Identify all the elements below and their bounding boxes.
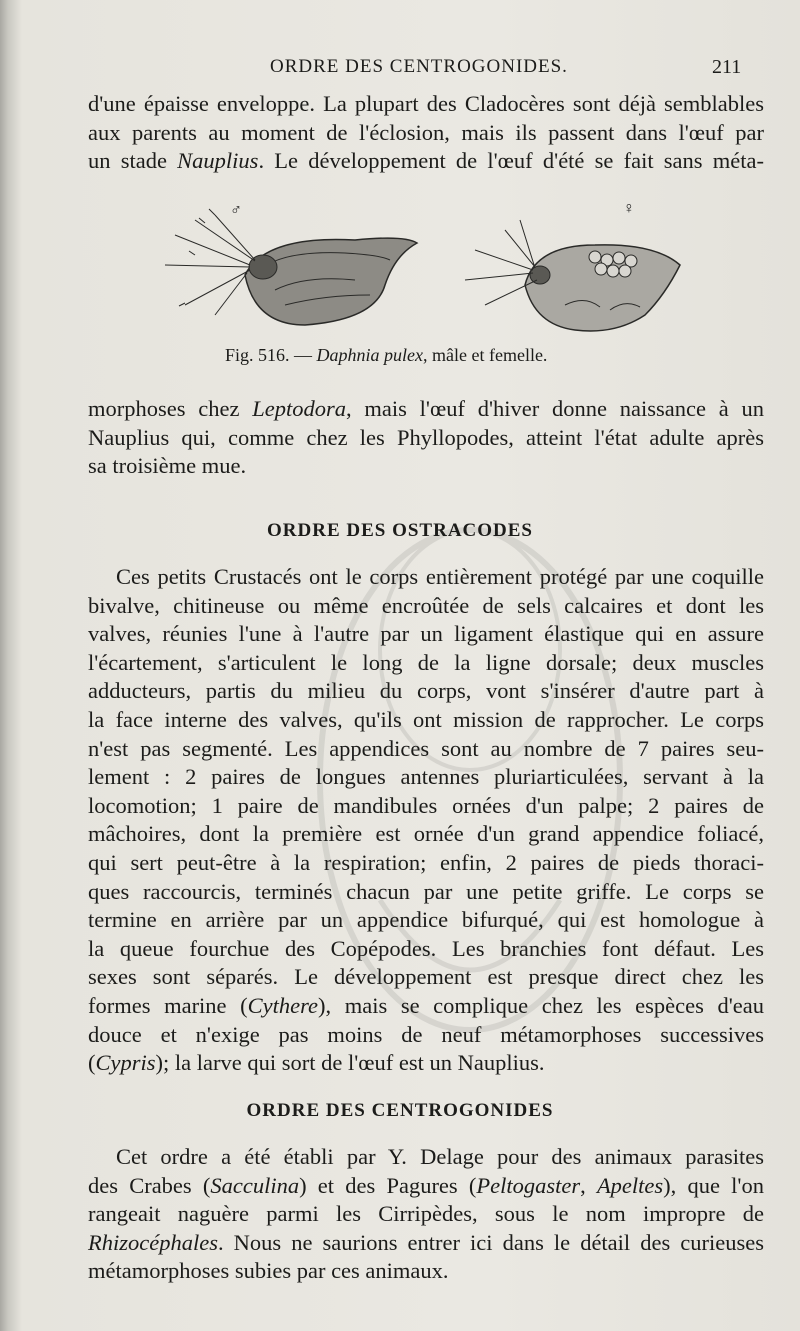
paragraph-leptodora [88,395,764,481]
caption-suffix: , mâle et femelle. [423,345,548,365]
daphnia-illustration [155,195,695,345]
italic-term: Cypris [95,1050,156,1076]
text-line: sa troisième mue. [88,453,247,479]
text-line: l'écartement, s'articulent le long de la ligne dorsale; deux muscles [88,649,764,675]
figure-caption [225,345,547,366]
text-line: métamorphoses subies par ces animaux. [88,1258,449,1284]
text-line: morphoses chez Leptodora, mais l'œuf d'hiver donne naissance à un [88,396,764,421]
text-line: un stade Nauplius. Le développement de l'œuf d'été se fait sans méta- [88,148,764,174]
text-line: Cet ordre a été établi par Y. Delage pour des animaux parasites [116,1144,764,1169]
section-heading-centrogonides: ORDRE DES CENTROGONIDES [246,1100,554,1121]
text-line: Rhizocéphales. Nous ne saurions entrer ici dans le détail des curieuses [88,1229,764,1255]
text-line: qui sert peut-être à la respiration; enfin, 2 paires de pieds thoraci- [88,849,764,875]
figure-daphnia [155,195,695,345]
italic-term: Nauplius [177,148,259,174]
text-line: lement : 2 paires de longues antennes pluriarticulées, servant à la [88,764,764,790]
text-line: n'est pas segmenté. Les appendices sont au nombre de 7 paires seu- [88,735,764,761]
text-line: douce et n'exige pas moins de neuf métamorphoses successives [88,1021,764,1047]
running-head [0,56,800,86]
text-line: Nauplius qui, comme chez les Phyllopodes, atteint l'état adulte après [88,424,764,450]
daphnia-male-drawing [165,209,417,325]
italic-term: Peltogaster [476,1172,581,1198]
caption-prefix: Fig. 516. — [225,345,317,365]
daphnia-female-drawing [465,220,680,331]
paragraph-ostracodes [88,563,764,1078]
text-line: la queue fourchue des Copépodes. Les branchies font défaut. Les [88,935,764,961]
text-line: adducteurs, partis du milieu du corps, vont s'insérer d'autre part à [88,678,764,704]
text-line: valves, réunies l'une à l'autre par un ligament élastique qui en assure [88,621,764,647]
running-title: ORDRE DES CENTROGONIDES. [270,56,568,77]
section-heading-ostracodes: ORDRE DES OSTRACODES [267,520,533,541]
italic-term: Sacculina [210,1172,300,1198]
text-line: rangeait naguère parmi les Cirripèdes, sous le nom impropre de [88,1201,764,1227]
text-line: d'une épaisse enveloppe. La plupart des Cladocères sont déjà semblables [88,91,764,116]
text-line: ques raccourcis, terminés chacun par une petite griffe. Le corps se [88,878,764,904]
italic-term: Cythere [247,992,319,1018]
text-line: mâchoires, dont la première est ornée d'un grand appendice foliacé, [88,821,764,847]
text-line: termine en arrière par un appendice bifurqué, qui est homologue à [88,907,764,933]
text-line: aux parents au moment de l'éclosion, mais ils passent dans l'œuf par [88,119,764,145]
page-number: 211 [712,56,742,78]
text-line: sexes sont séparés. Le développement est presque direct chez les [88,964,764,990]
text-line: (Cypris); la larve qui sort de l'œuf est un Nauplius. [88,1050,545,1076]
italic-term: Leptodora [252,396,346,421]
paragraph-cladoceres [88,90,764,176]
text-line: locomotion; 1 paire de mandibules ornées d'un palpe; 2 paires de [88,792,764,818]
text-line: bivalve, chitineuse ou même encroûtée de sels calcaires et dont les [88,592,764,618]
text-line: des Crabes (Sacculina) et des Pagures (Peltogaster, Apeltes), que l'on [88,1172,764,1198]
italic-term: Apeltes [596,1172,664,1198]
italic-term: Rhizocéphales [88,1229,218,1255]
text-line: la face interne des valves, qu'ils ont mission de rapprocher. Le corps [88,706,764,732]
text-line: Ces petits Crustacés ont le corps entièrement protégé par une coquille [116,564,764,589]
male-symbol: ♂ [230,202,242,219]
caption-species: Daphnia pulex [316,345,423,365]
text-line: formes marine (Cythere), mais se complique chez les espèces d'eau [88,992,764,1018]
paragraph-centrogonides [88,1143,764,1286]
female-symbol: ♀ [623,200,635,217]
